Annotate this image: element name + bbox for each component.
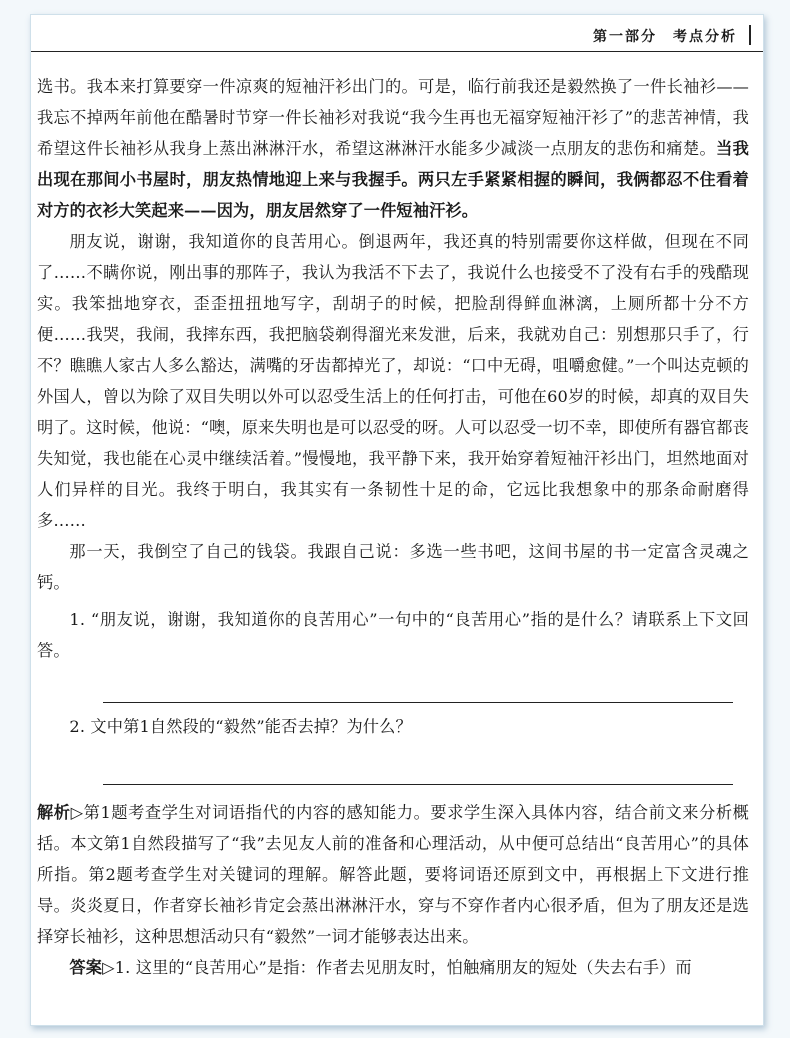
book-page xyxy=(30,14,764,1026)
analysis-text: 第1题考查学生对词语指代的内容的感知能力。要求学生深入具体内容，结合前文来分析概括。本文第1自然段描写了“我”去见友人前的准备和心理活动，从中便可总结出“良苦用心”的具体所指。第2题考查学生对关键词的理解。解答此题，要将词语还原到文中，再根据上下文进行推导。炎炎夏日，作者穿长袖衫肯定会蒸出淋淋汗水，穿与不穿作者内心很矛盾，但为了朋友还是选择穿长袖衫，这种思想活动只有“毅然”一词才能够表达出来。 xyxy=(37,803,749,946)
paragraph-3: 那一天，我倒空了自己的钱袋。我跟自己说：多选一些书吧，这间书屋的书一定富含灵魂之钙。 xyxy=(37,542,749,592)
analysis-label: 解析 xyxy=(37,803,71,822)
header-bar xyxy=(749,25,751,45)
paragraph-1-text: 选书。我本来打算要穿一件凉爽的短袖汗衫出门的。可是，临行前我还是毅然换了一件长袖衫——我忘不掉两年前他在酷暑时节穿一件长袖衫对我说“我今生再也无福穿短袖汗衫了”的悲苦神情，我希望这件长袖衫从我身上蒸出淋淋汗水，希望这淋淋汗水能多少减淡一点朋友的悲伤和痛楚。 xyxy=(37,77,749,158)
question-2: 2. 文中第1自然段的“毅然”能否去掉？为什么？ xyxy=(69,717,412,736)
section-title: 第一部分 考点分析 xyxy=(593,29,737,45)
answer-line-1 xyxy=(103,702,733,703)
answer-line-2 xyxy=(103,784,733,785)
paragraph-1-bold-text: 当我出现在那间小书屋时，朋友热情地迎上来与我握手。两只左手紧紧相握的瞬间，我俩都忍不住看着对方的衣衫大笑起来——因为，朋友居然穿了一件短袖汗衫。 xyxy=(37,139,749,220)
question-1: 1. “朋友说，谢谢，我知道你的良苦用心”一句中的“良苦用心”指的是什么？请联系上下文回答。 xyxy=(37,610,749,660)
answer-label: 答案 xyxy=(69,958,103,977)
answer-text: 1. 这里的“良苦用心”是指：作者去见朋友时，怕触痛朋友的短处（失去右手）而 xyxy=(114,958,692,977)
paragraph-1 xyxy=(37,71,749,226)
answer: 答案▷1. 这里的“良苦用心”是指：作者去见朋友时，怕触痛朋友的短处（失去右手）而 xyxy=(69,958,692,977)
page-content xyxy=(37,71,749,983)
page-header xyxy=(31,19,763,52)
paragraph-2: 朋友说，谢谢，我知道你的良苦用心。倒退两年，我还真的特别需要你这样做，但现在不同了……不瞒你说，刚出事的那阵子，我认为我活不下去了，我说什么也接受不了没有右手的残酷现实。我笨拙地穿衣，歪歪扭扭地写字，刮胡子的时候，把脸刮得鲜血淋漓，上厕所都十分不方便……我哭，我闹，我摔东西，我把脑袋剃得溜光来发泄，后来，我就劝自己：别想那只手了，行不？瞧瞧人家古人多么豁达，满嘴的牙齿都掉光了，却说：“口中无碍，咀嚼愈健。”一个叫达克顿的外国人，曾以为除了双目失明以外可以忍受生活上的任何打击，可他在60岁的时候，却真的双目失明了。这时候，他说：“噢，原来失明也是可以忍受的呀。人可以忍受一切不幸，即使所有器官都丧失知觉，我也能在心灵中继续活着。”慢慢地，我平静下来，我开始穿着短袖汗衫出门，坦然地面对人们异样的目光。我终于明白，我其实有一条韧性十足的命，它远比我想象中的那条命耐磨得多…… xyxy=(37,232,749,530)
analysis: 解析▷第1题考查学生对词语指代的内容的感知能力。要求学生深入具体内容，结合前文来分析概括。本文第1自然段描写了“我”去见友人前的准备和心理活动，从中便可总结出“良苦用心”的具体所指。第2题考查学生对关键词的理解。解答此题，要将词语还原到文中，再根据上下文进行推导。炎炎夏日，作者穿长袖衫肯定会蒸出淋淋汗水，穿与不穿作者内心很矛盾，但为了朋友还是选择穿长袖衫，这种思想活动只有“毅然”一词才能够表达出来。 xyxy=(37,803,749,946)
